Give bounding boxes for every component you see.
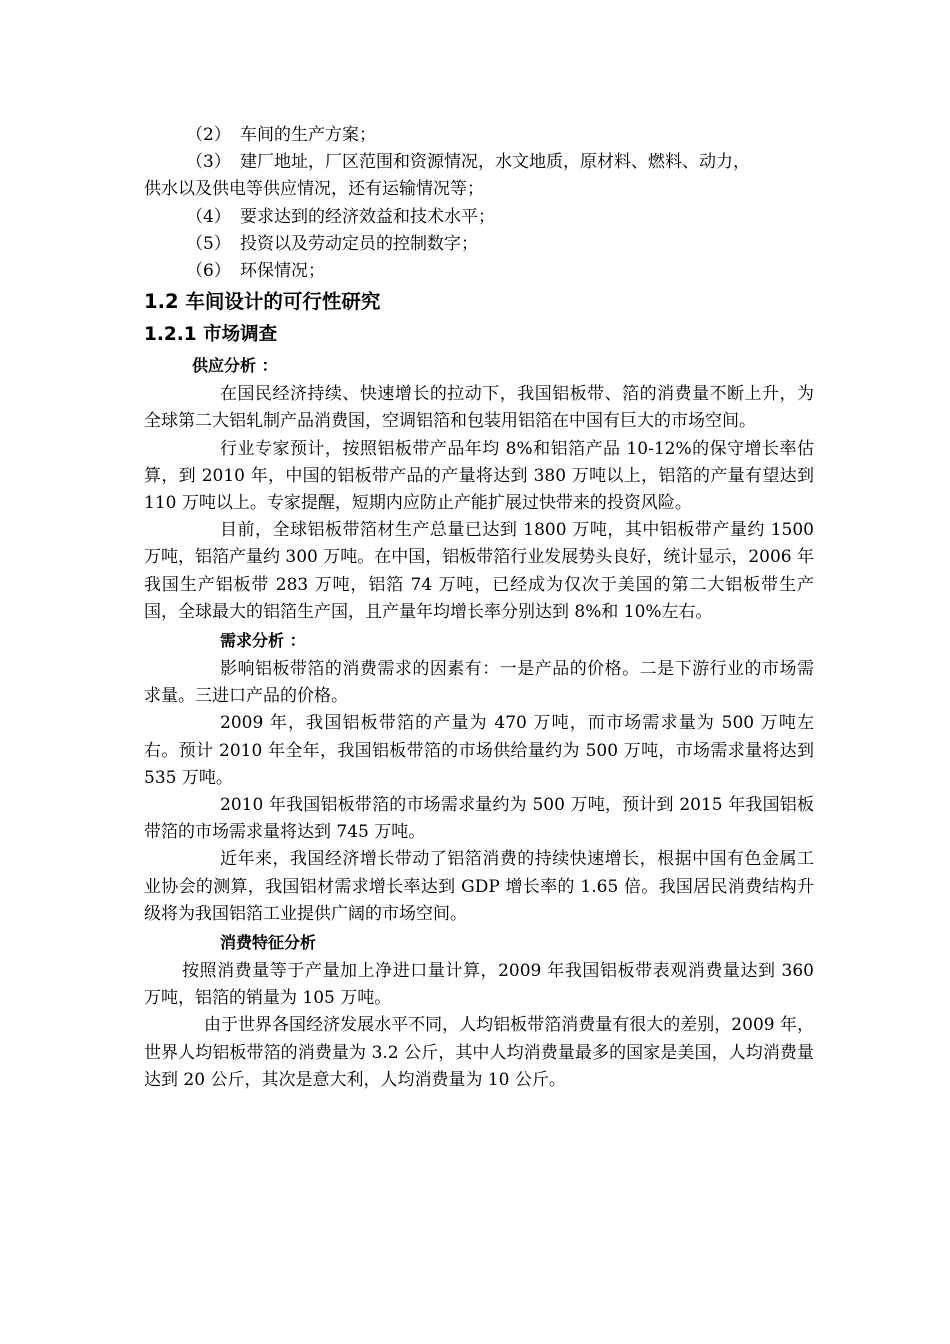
paragraph: 由于世界各国经济发展水平不同，人均铝板带箔消费量有很大的差别，2009 年，世界人均铝板带箔的消费量为 3.2 公斤，其中人均消费量最多的国家是美国，人均消费量达到 20 公斤，其次是意大利，人均消费量为 10 公斤。 [144,1015,814,1090]
list-number: （6） [186,261,231,282]
paragraph: 影响铝板带箔的消费需求的因素有：一是产品的价格。二是下游行业的市场需求量。三进口产品的价格。 [144,659,814,707]
subsection-heading: 1.2.1 市场调查 [144,324,278,346]
section-heading: 1.2 车间设计的可行性研究 [144,290,381,314]
paragraph: 2009 年，我国铝板带箔的产量为 470 万吨，而市场需求量为 500 万吨左右。预计 2010 年全年，我国铝板带箔的市场供给量约为 500 万吨，市场需求量将达到 535 万吨。 [144,713,814,788]
list-item-continuation [144,176,814,203]
list-text: 投资以及劳动定员的控制数字； [240,233,478,254]
list-item [144,149,814,176]
document-page [144,122,814,1094]
list-number: （2） [186,125,231,145]
paragraph: 按照消费量等于产量加上净进口量计算，2009 年我国铝板带表观消费量达到 360 万吨，铝箔的销量为 105 万吨。 [144,961,814,1009]
list-text: 车间的生产方案； [240,125,376,145]
list-number: （4） [186,206,231,227]
list-text: 环保情况； [240,261,325,282]
list-text: 要求达到的经济效益和技术水平； [240,206,495,227]
paragraph: 在国民经济持续、快速增长的拉动下，我国铝板带、箔的消费量不断上升，为全球第二大铝轧制产品消费国，空调铝箔和包装用铝箔在中国有巨大的市场空间。 [144,384,814,432]
paragraph: 近年来，我国经济增长带动了铝箔消费的持续快速增长，根据中国有色金属工业协会的测算，我国铝材需求增长率达到 GDP 增长率的 1.65 倍。我国居民消费结构升级将为我国铝箔工业提供广阔的市场空间。 [144,849,814,924]
list-item [144,122,814,149]
paragraph: 2010 年我国铝板带箔的市场需求量约为 500 万吨，预计到 2015 年我国铝板带箔的市场需求量将达到 745 万吨。 [144,795,814,843]
supply-heading: 供应分析 ： [192,356,278,376]
list-text: 供水以及供电等供应情况，还有运输情况等； [144,179,484,200]
paragraph: 行业专家预计，按照铝板带产品年均 8%和铝箔产品 10-12%的保守增长率估算，到 2010 年，中国的铝板带产品的产量将达到 380 万吨以上，铝箔的产量有望达到 110 万吨以上。专家提醒，短期内应防止产能扩展过快带来的投资风险。 [144,438,814,514]
list-number: （5） [186,233,231,254]
consumption-heading: 消费特征分析 [220,933,317,953]
list-item [144,258,814,285]
demand-heading: 需求分析 ： [220,631,306,651]
paragraph: 目前，全球铝板带箔材生产总量已达到 1800 万吨，其中铝板带产量约 1500 万吨，铝箔产量约 300 万吨。在中国，铝板带箔行业发展势头良好，统计显示，2006 年我国生产铝板带 283 万吨，铝箔 74 万吨，已经成为仅次于美国的第二大铝板带生产国，全球最大的铝箔生产国，且产量年均增长率分别达到 8%和 10%左右。 [144,520,814,622]
list-item [144,231,814,258]
list-item [144,204,814,231]
list-text: 建厂地址，厂区范围和资源情况，水文地质，原材料、燃料、动力， [240,152,750,173]
list-number: （3） [186,152,231,173]
